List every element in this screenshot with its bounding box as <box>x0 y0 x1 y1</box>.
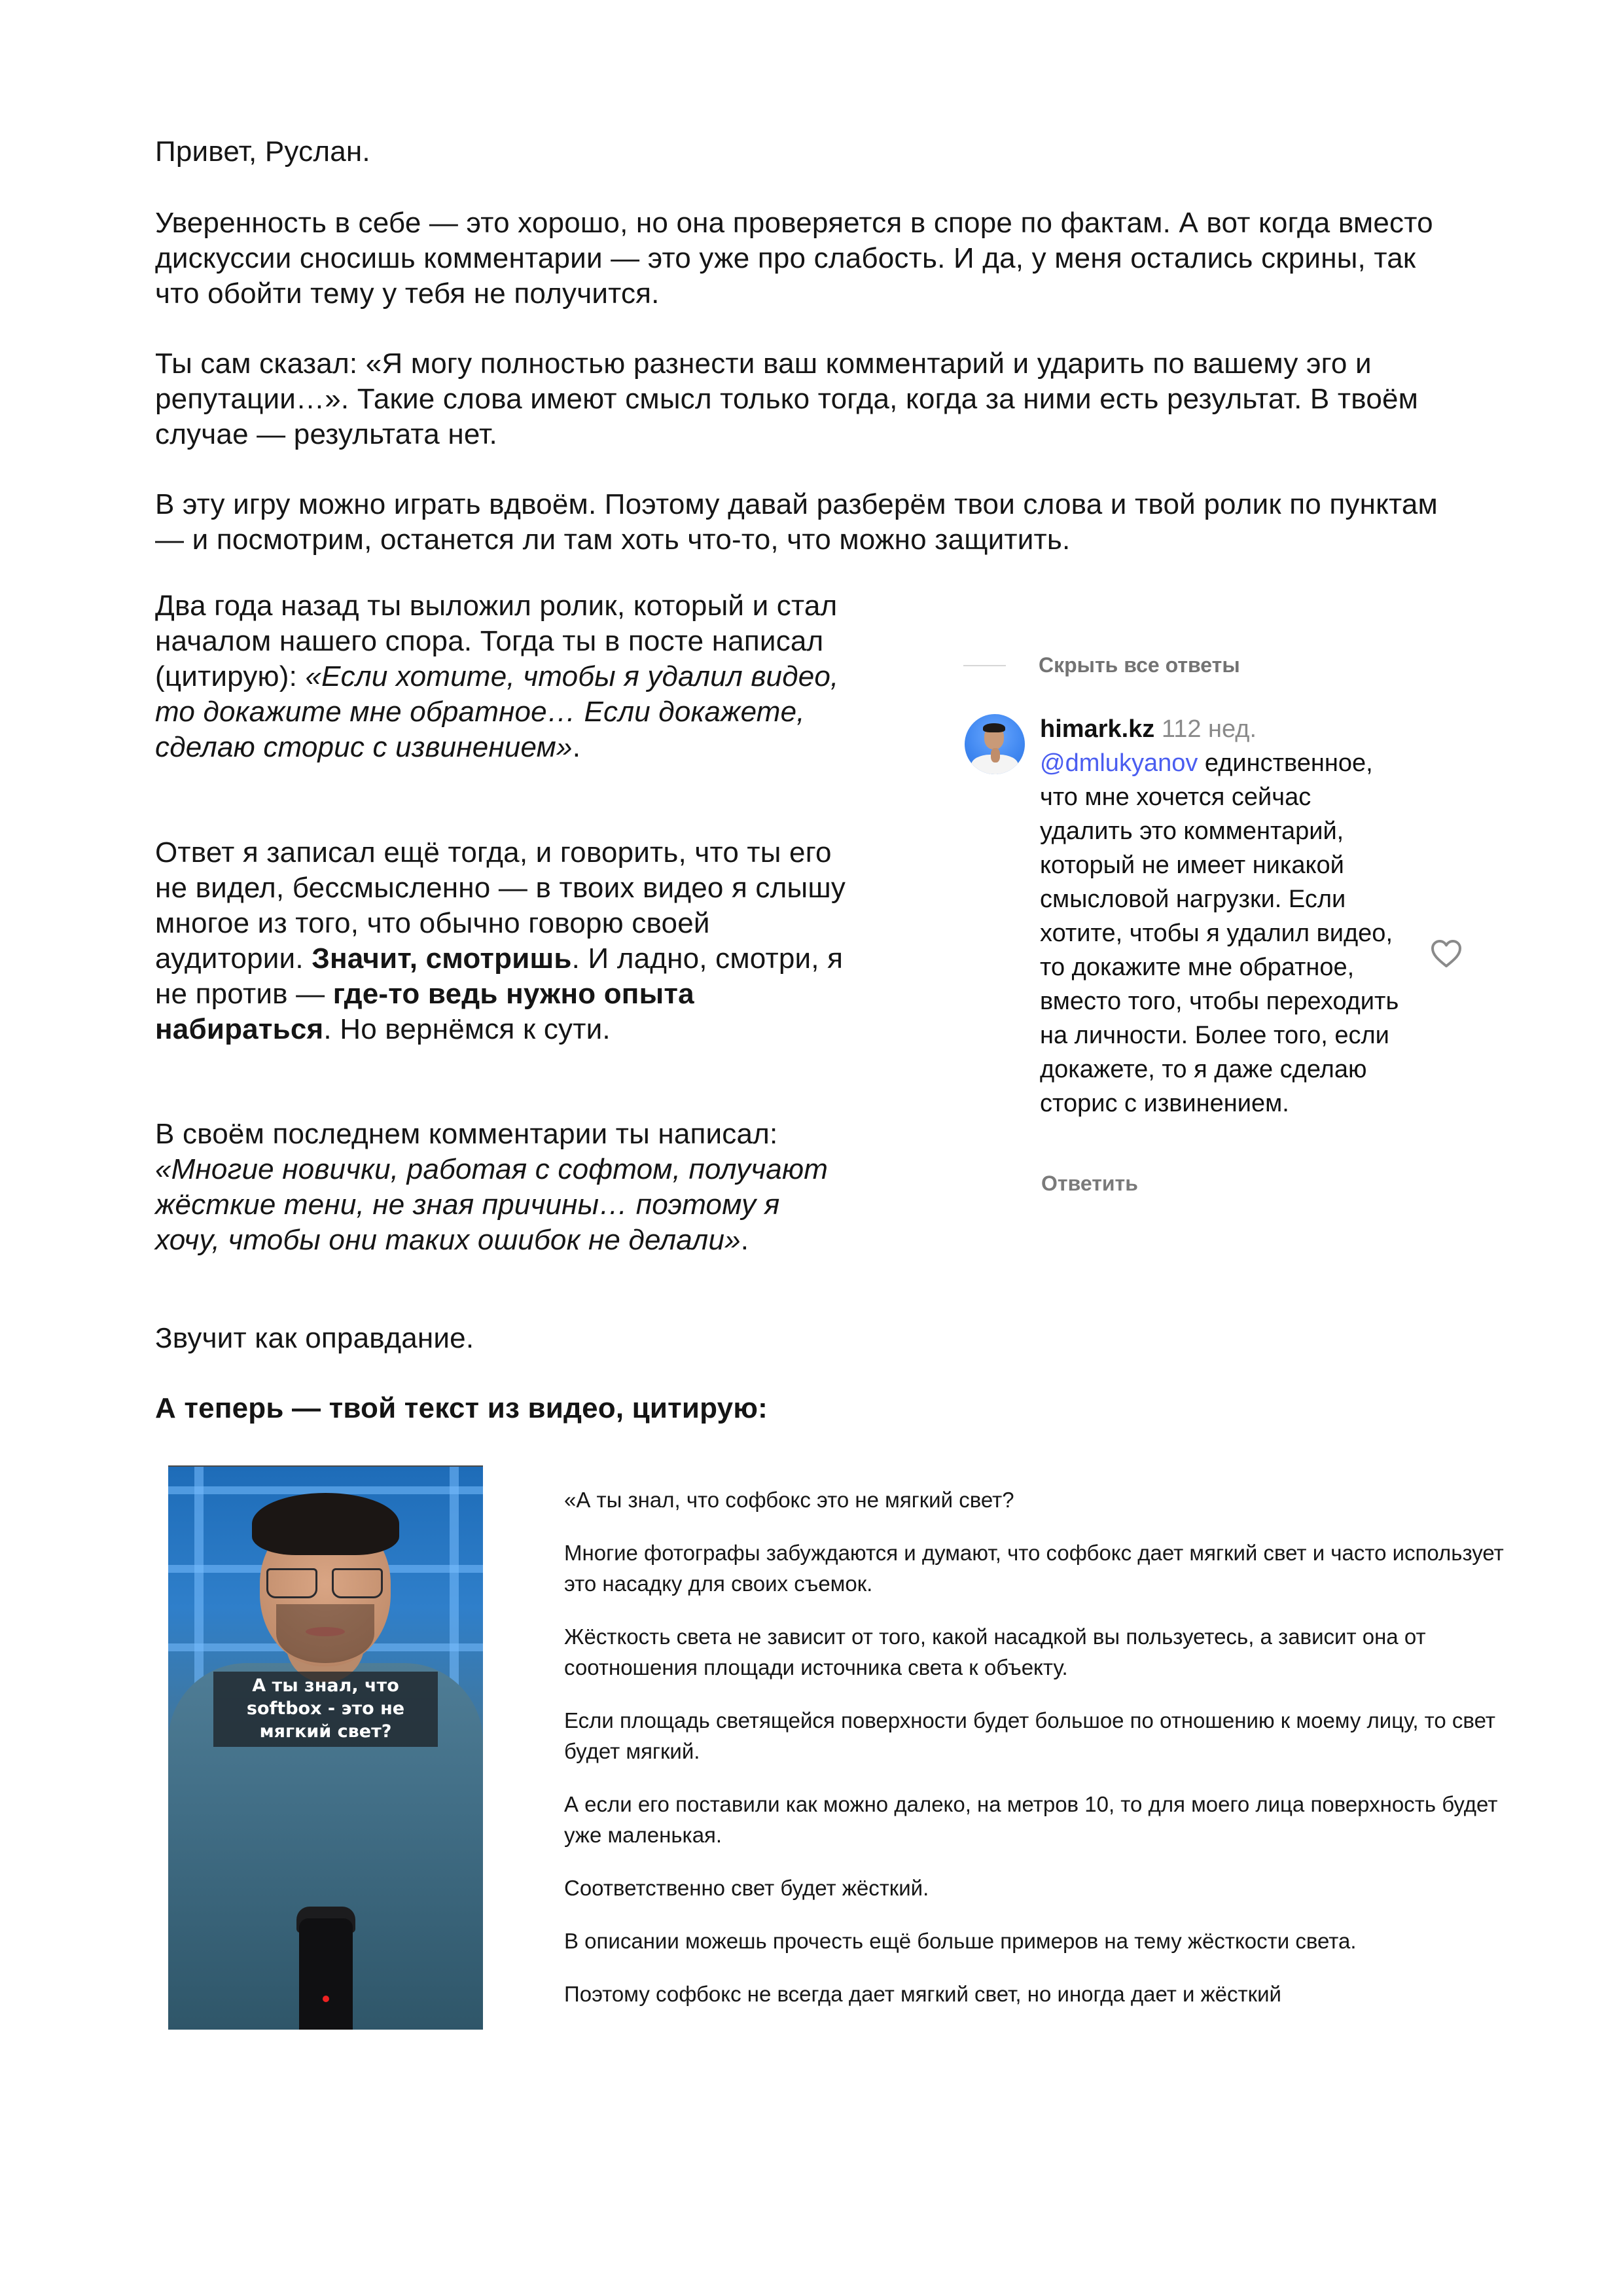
transcript-line: Жёсткость света не зависит от того, какой насадкой вы пользуетесь, а зависит она от соотношения площади источника света к объекту. <box>564 1624 1426 1679</box>
transcript-line: В описании можешь прочесть ещё больше примеров на тему жёсткости света. <box>564 1929 1357 1953</box>
comment-mention[interactable]: @dmlukyanov <box>1040 749 1198 777</box>
emphasis-text: где-то ведь нужно опыта набираться <box>155 978 694 1045</box>
divider-line <box>963 665 1006 666</box>
comment-text: единственное, что мне хочется сейчас удалить это комментарий, который не имеет никакой смысловой нагрузки. Если хотите, чтобы я удалил видео, то докажите мне обратное, вместо того, чтобы переходить на личности. Более того, если докажете, то я даже сделаю сторис с извинением. <box>1040 749 1399 1117</box>
paragraph-game: В эту игру можно играть вдвоём. Поэтому давай разберём твои слова и твой ролик по пунктам — и посмотрим, останется ли там хоть что-то, что можно защитить. <box>155 488 1438 556</box>
reply-button[interactable]: Ответить <box>1041 1172 1138 1195</box>
hide-replies-button[interactable] <box>963 653 1240 677</box>
video-subtitle: А ты знал, что softbox - это не мягкий свет? <box>213 1672 438 1747</box>
comment-body <box>1040 712 1406 1121</box>
paragraph-text: . И ладно, смотри, я не против — <box>155 942 844 1010</box>
greeting: Привет, Руслан. <box>155 135 370 168</box>
paragraph-last-comment <box>155 1117 849 1258</box>
quoted-comment: «Многие новички, работая с софтом, получают жёсткие тени, не зная причины… поэтому я хочу, чтобы они таких ошибок не делали» <box>155 1153 829 1256</box>
avatar-hair <box>983 723 1005 732</box>
emphasis-text: Значит, смотришь <box>312 942 572 975</box>
transcript-line: А если его поставили как можно далеко, на метров 10, то для моего лица поверхность будет уже маленькая. <box>564 1792 1498 1847</box>
transcript-line: Поэтому софбокс не всегда дает мягкий свет, но иногда дает и жёсткий <box>564 1982 1281 2006</box>
avatar-hand <box>991 748 1000 762</box>
transcript-line: Многие фотографы забуждаются и думают, что софбокс дает мягкий свет и часто использует это насадку для своих съемок. <box>564 1541 1504 1596</box>
comment-username[interactable]: himark.kz <box>1040 715 1155 743</box>
paragraph-quote-said: Ты сам сказал: «Я могу полностью разнести ваш комментарий и ударить по вашему эго и репутации…». Такие слова имеют смысл только тогда, когда за ними есть результат. В твоём случае — результата нет. <box>155 348 1419 450</box>
paragraph-two-years-ago <box>155 588 849 765</box>
video-transcript <box>564 1484 1507 2032</box>
shelf-background <box>194 1467 204 1689</box>
paragraph-text: Два года назад ты выложил ролик, который и стал началом нашего спора. Тогда ты в посте написал (цитирую): <box>155 590 838 692</box>
transcript-line: Если площадь светящейся поверхности будет большое по отношению к моему лицу, то свет будет мягкий. <box>564 1708 1495 1763</box>
paragraph-text: . <box>740 1224 749 1256</box>
hide-replies-label: Скрыть все ответы <box>1039 653 1240 677</box>
paragraph-confidence: Уверенность в себе — это хорошо, но она проверяется в споре по фактам. А вот когда вместо дискуссии сносишь комментарии — это уже про слабость. И да, у меня остались скрины, так что обойти тему у тебя не получится. <box>155 207 1433 310</box>
paragraph-answer <box>155 835 849 1047</box>
paragraph-excuse: Звучит как оправдание. <box>155 1322 474 1354</box>
record-indicator <box>323 1996 329 2002</box>
shelf-background <box>450 1467 459 1689</box>
glasses <box>332 1568 383 1598</box>
microphone <box>299 1918 353 2030</box>
comment-timestamp: 112 нед. <box>1161 715 1257 743</box>
quoted-post: «Если хотите, чтобы я удалил видео, то докажите мне обратное… Если докажете, сделаю сторис с извинением» <box>155 660 839 763</box>
paragraph-text: Ответ я записал ещё тогда, и говорить, что ты его не видел, бессмысленно — в твоих видео я слышу многое из того, что обычно говорю своей аудитории. <box>155 836 846 975</box>
paragraph-text: В своём последнем комментарии ты написал: <box>155 1118 778 1150</box>
avatar[interactable] <box>965 714 1025 774</box>
glasses <box>266 1568 317 1598</box>
transcript-line: «А ты знал, что софбокс это не мягкий свет? <box>564 1488 1014 1512</box>
heart-outline-icon[interactable] <box>1431 939 1462 968</box>
section-heading: А теперь — твой текст из видео, цитирую: <box>155 1392 768 1424</box>
person-mouth <box>306 1627 345 1636</box>
transcript-line: Соответственно свет будет жёсткий. <box>564 1876 929 1900</box>
person-hair <box>252 1493 399 1555</box>
video-frame <box>168 1465 483 2030</box>
paragraph-text: . <box>572 731 581 763</box>
paragraph-text: . Но вернёмся к сути. <box>323 1013 611 1045</box>
